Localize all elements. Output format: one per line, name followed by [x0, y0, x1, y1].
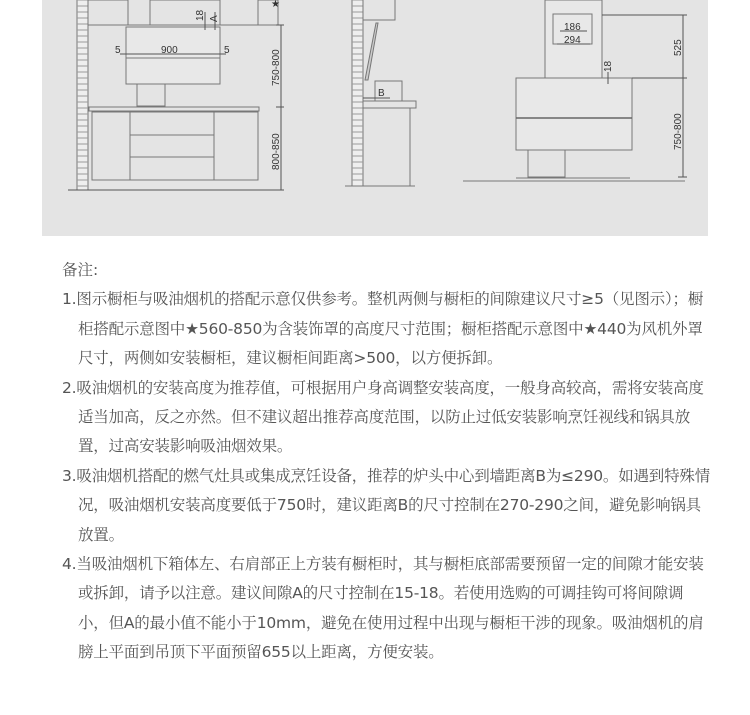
dim-18-right: 18	[603, 60, 614, 72]
notes-title: 备注:	[62, 261, 99, 279]
dim-a: A	[209, 15, 220, 22]
dim-18: 18	[195, 9, 206, 21]
hood-body	[516, 78, 632, 150]
dim-counter-height: 800-850	[271, 133, 282, 170]
note-item: 2.吸油烟机的安装高度为推荐值，可根据用户身高调整安装高度，一般身高较高，需将安装高度适当加高，反之亦然。但不建议超出推荐高度范围，以防止过低安装影响烹饪视线和锅具放置，过高安装影响吸油烟效果。	[62, 378, 704, 456]
dim-b: B	[378, 88, 385, 99]
dim-hood-height-right: 750-800	[673, 113, 684, 150]
notes-section	[62, 256, 712, 668]
note-item: 4.当吸油烟机下箱体左、右肩部正上方装有橱柜时，其与橱柜底部需要预留一定的间隙才能安装或拆卸，请予以注意。建议间隙A的尺寸控制在15-18。若使用选购的可调挂钩可将间隙调小，但A的最小值不能小于10mm，避免在使用过程中出现与橱柜干涉的现象。吸油烟机的肩膀上平面到吊顶下平面预留655以上距离，方便安装。	[62, 555, 704, 662]
dim-gap-right: 5	[224, 45, 230, 56]
wall-brick	[352, 0, 363, 186]
dim-525: 525	[673, 39, 684, 56]
dim-186: 186	[564, 22, 581, 33]
installation-diagram	[0, 0, 750, 240]
dim-width: 900	[161, 45, 178, 56]
note-item: 3.吸油烟机搭配的燃气灶具或集成烹饪设备，推荐的炉头中心到墙距离B为≤290。如遇到特殊情况，吸油烟机安装高度要低于750时，建议距离B的尺寸控制在270-290之间，避免影响锅具放置。	[62, 466, 710, 544]
dim-294: 294	[564, 35, 581, 46]
note-item: 1.图示橱柜与吸油烟机的搭配示意仅供参考。整机两侧与橱柜的间隙建议尺寸≥5（见图示）；橱柜搭配示意图中★560-850为含装饰罩的高度尺寸范围；橱柜搭配示意图中★440为风机外罩尺寸，两侧如安装橱柜，建议橱柜间距离>500，以方便拆卸。	[62, 290, 704, 368]
dim-hood-height: 750-800	[271, 49, 282, 86]
star-mark: ★	[271, 0, 280, 10]
dim-gap-left: 5	[115, 45, 121, 56]
